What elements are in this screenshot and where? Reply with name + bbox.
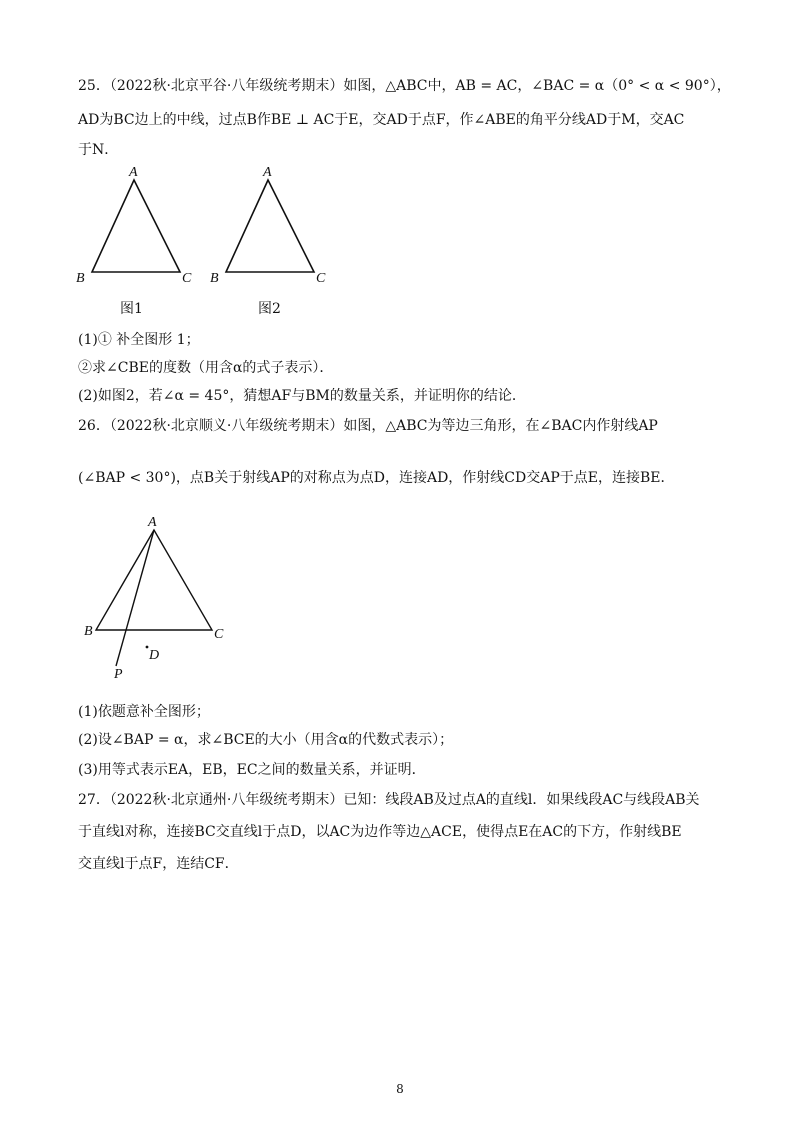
q25-line-3: 于N． [78,142,119,158]
q25-sub-1b: ②求∠CBE的度数（用含α的式子表示）． [78,360,334,376]
q26-line-1: 26．（2022秋·北京顺义·八年级统考期末）如图，△ABC为等边三角形，在∠BAC内作射线AP [78,418,658,434]
label-c: C [214,627,224,642]
q25-figure-2-caption: 图2 [258,301,281,317]
q26-sub-2: (2)设∠BAP = α，求∠BCE的大小（用含α的代数式表示）； [78,732,454,748]
label-c: C [316,271,326,286]
q26-sub-1: (1)依题意补全图形； [78,704,210,720]
label-a: A [129,165,138,180]
label-p: P [114,667,123,682]
triangle-abc [226,180,314,272]
q27-line-3: 交直线l于点F，连结CF． [78,856,239,872]
triangle-abc [92,180,180,272]
q26-figure [78,514,238,684]
label-b: B [84,624,93,639]
label-b: B [76,271,85,286]
point-d [146,646,149,649]
label-a: A [148,515,157,530]
label-d: D [149,648,160,663]
q27-line-1: 27．（2022秋·北京通州·八年级统考期末）已知：线段AB及过点A的直线l．如果线段AC与线段AB关 [78,792,700,808]
q25-figure-1-caption: 图1 [120,301,143,317]
q25-line-2: AD为BC边上的中线，过点B作BE ⊥ AC于E，交AD于点F，作∠ABE的角平分线AD于M，交AC [78,112,685,128]
ray-ap [116,530,154,666]
label-b: B [210,271,219,286]
q25-sub-1a: (1)① 补全图形 1； [78,332,200,348]
label-a: A [263,165,272,180]
q27-line-2: 于直线l对称，连接BC交直线l于点D，以AC为边作等边△ACE，使得点E在AC的下方，作射线BE [78,824,682,840]
triangle-abc [96,530,212,630]
q25-sub-2: (2)如图2，若∠α = 45°，猜想AF与BM的数量关系，并证明你的结论． [78,388,526,404]
q26-line-2: (∠BAP < 30°)，点B关于射线AP的对称点为点D，连接AD，作射线CD交AP于点E，连接BE． [78,470,675,486]
q25-line-1: 25．（2022秋·北京平谷·八年级统考期末）如图，△ABC中，AB = AC，∠BAC = α（0° < α < 90°）， [78,78,731,94]
page-number: 8 [396,1082,404,1096]
q26-sub-3: (3)用等式表示EA，EB，EC之间的数量关系，并证明． [78,762,426,778]
label-c: C [182,271,192,286]
q25-figure-2 [205,164,335,290]
q25-figure-1 [70,164,200,290]
